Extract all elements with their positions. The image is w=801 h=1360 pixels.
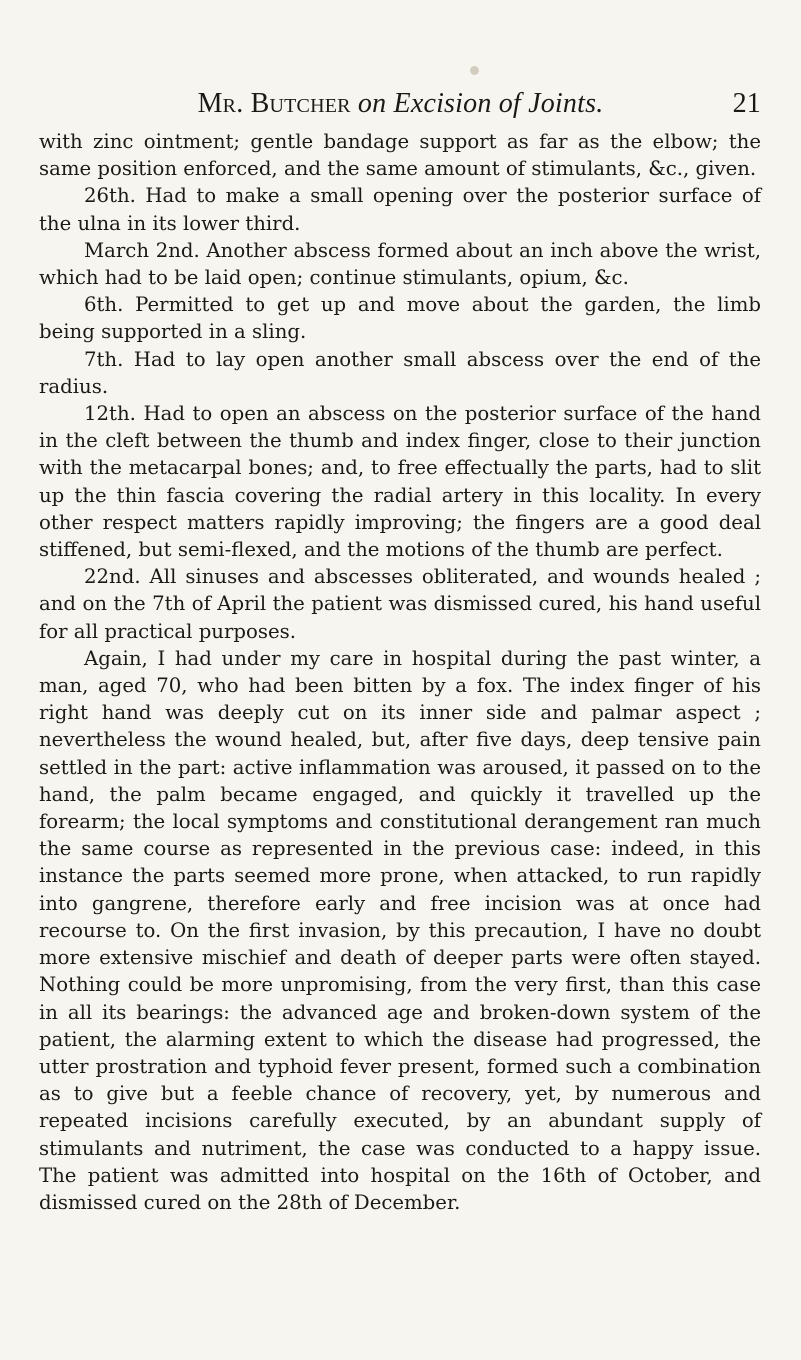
paragraph-1: with zinc ointment; gentle bandage support as far as the elbow; the same position enforced, and the same amount of stimulants, &c., given.: [39, 130, 761, 181]
header-on: on: [357, 88, 387, 119]
paragraph-5: 7th. Had to lay open another small abscess over the end of the radius.: [39, 347, 761, 398]
paragraph-2: 26th. Had to make a small opening over the posterior surface of the ulna in its lower third.: [39, 184, 761, 235]
paragraph-7: 22nd. All sinuses and abscesses obliterated, and wounds healed ; and on the 7th of April the patient was dismissed cured, his hand useful for all practical purposes.: [39, 565, 761, 643]
paragraph-3: March 2nd. Another abscess formed about an inch above the wrist, which had to be laid open; continue stimulants, opium, &c.: [39, 238, 761, 290]
header-title: [40, 86, 761, 122]
paragraph-8: Again, I had under my care in hospital during the past winter, a man, aged 70, who had been bitten by a fox. The index finger of his right hand was deeply cut on its inner side and palmar aspect ; nevertheless the wound healed, but, after five days, deep tensive pain settled in the part: active inflammation was aroused, it passed on to the hand, the palm became engaged, and quickly it travelled up the forearm; the local symptoms and constitutional derangement ran much the same course as represented in the previous case: indeed, in this instance the parts seemed more prone, when attacked, to run rapidly into gangrene, therefore early and free incision was at once had recourse to. On the first invasion, by this precaution, I have no doubt more extensive mischief and death of deeper parts were often stayed. Nothing could be more unpromising, from the very first, than this case in all its bearings: the advanced age and broken-down system of the patient, the alarming extent to which the disease had progressed, the utter prostration and typhoid fever present, formed such a combination as to give but a feeble chance of recovery, yet, by numerous and repeated incisions carefully executed, by an abundant supply of stimulants and nutriment, the case was conducted to a happy issue. The patient was admitted into hospital on the 16th of October, and dismissed cured on the 28th of December.: [39, 646, 761, 1214]
header-author: Mr. Butcher: [197, 88, 351, 119]
paragraph-4: 6th. Permitted to get up and move about the garden, the limb being supported in a sling.: [39, 293, 761, 344]
header-subject: Excision of Joints.: [393, 88, 604, 119]
page-number: 21: [732, 88, 761, 119]
running-header: [40, 86, 761, 126]
body-text: [39, 128, 761, 1216]
ink-spot-mark: [470, 66, 479, 75]
paragraph-6: 12th. Had to open an abscess on the posterior surface of the hand in the cleft between the thumb and index finger, close to their junction with the metacarpal bones; and, to free effectually the parts, had to slit up the thin fascia covering the radial artery in this locality. In every other respect matters rapidly improving; the fingers are a good deal stiffened, but semi-flexed, and the motions of the thumb are perfect.: [39, 402, 761, 562]
